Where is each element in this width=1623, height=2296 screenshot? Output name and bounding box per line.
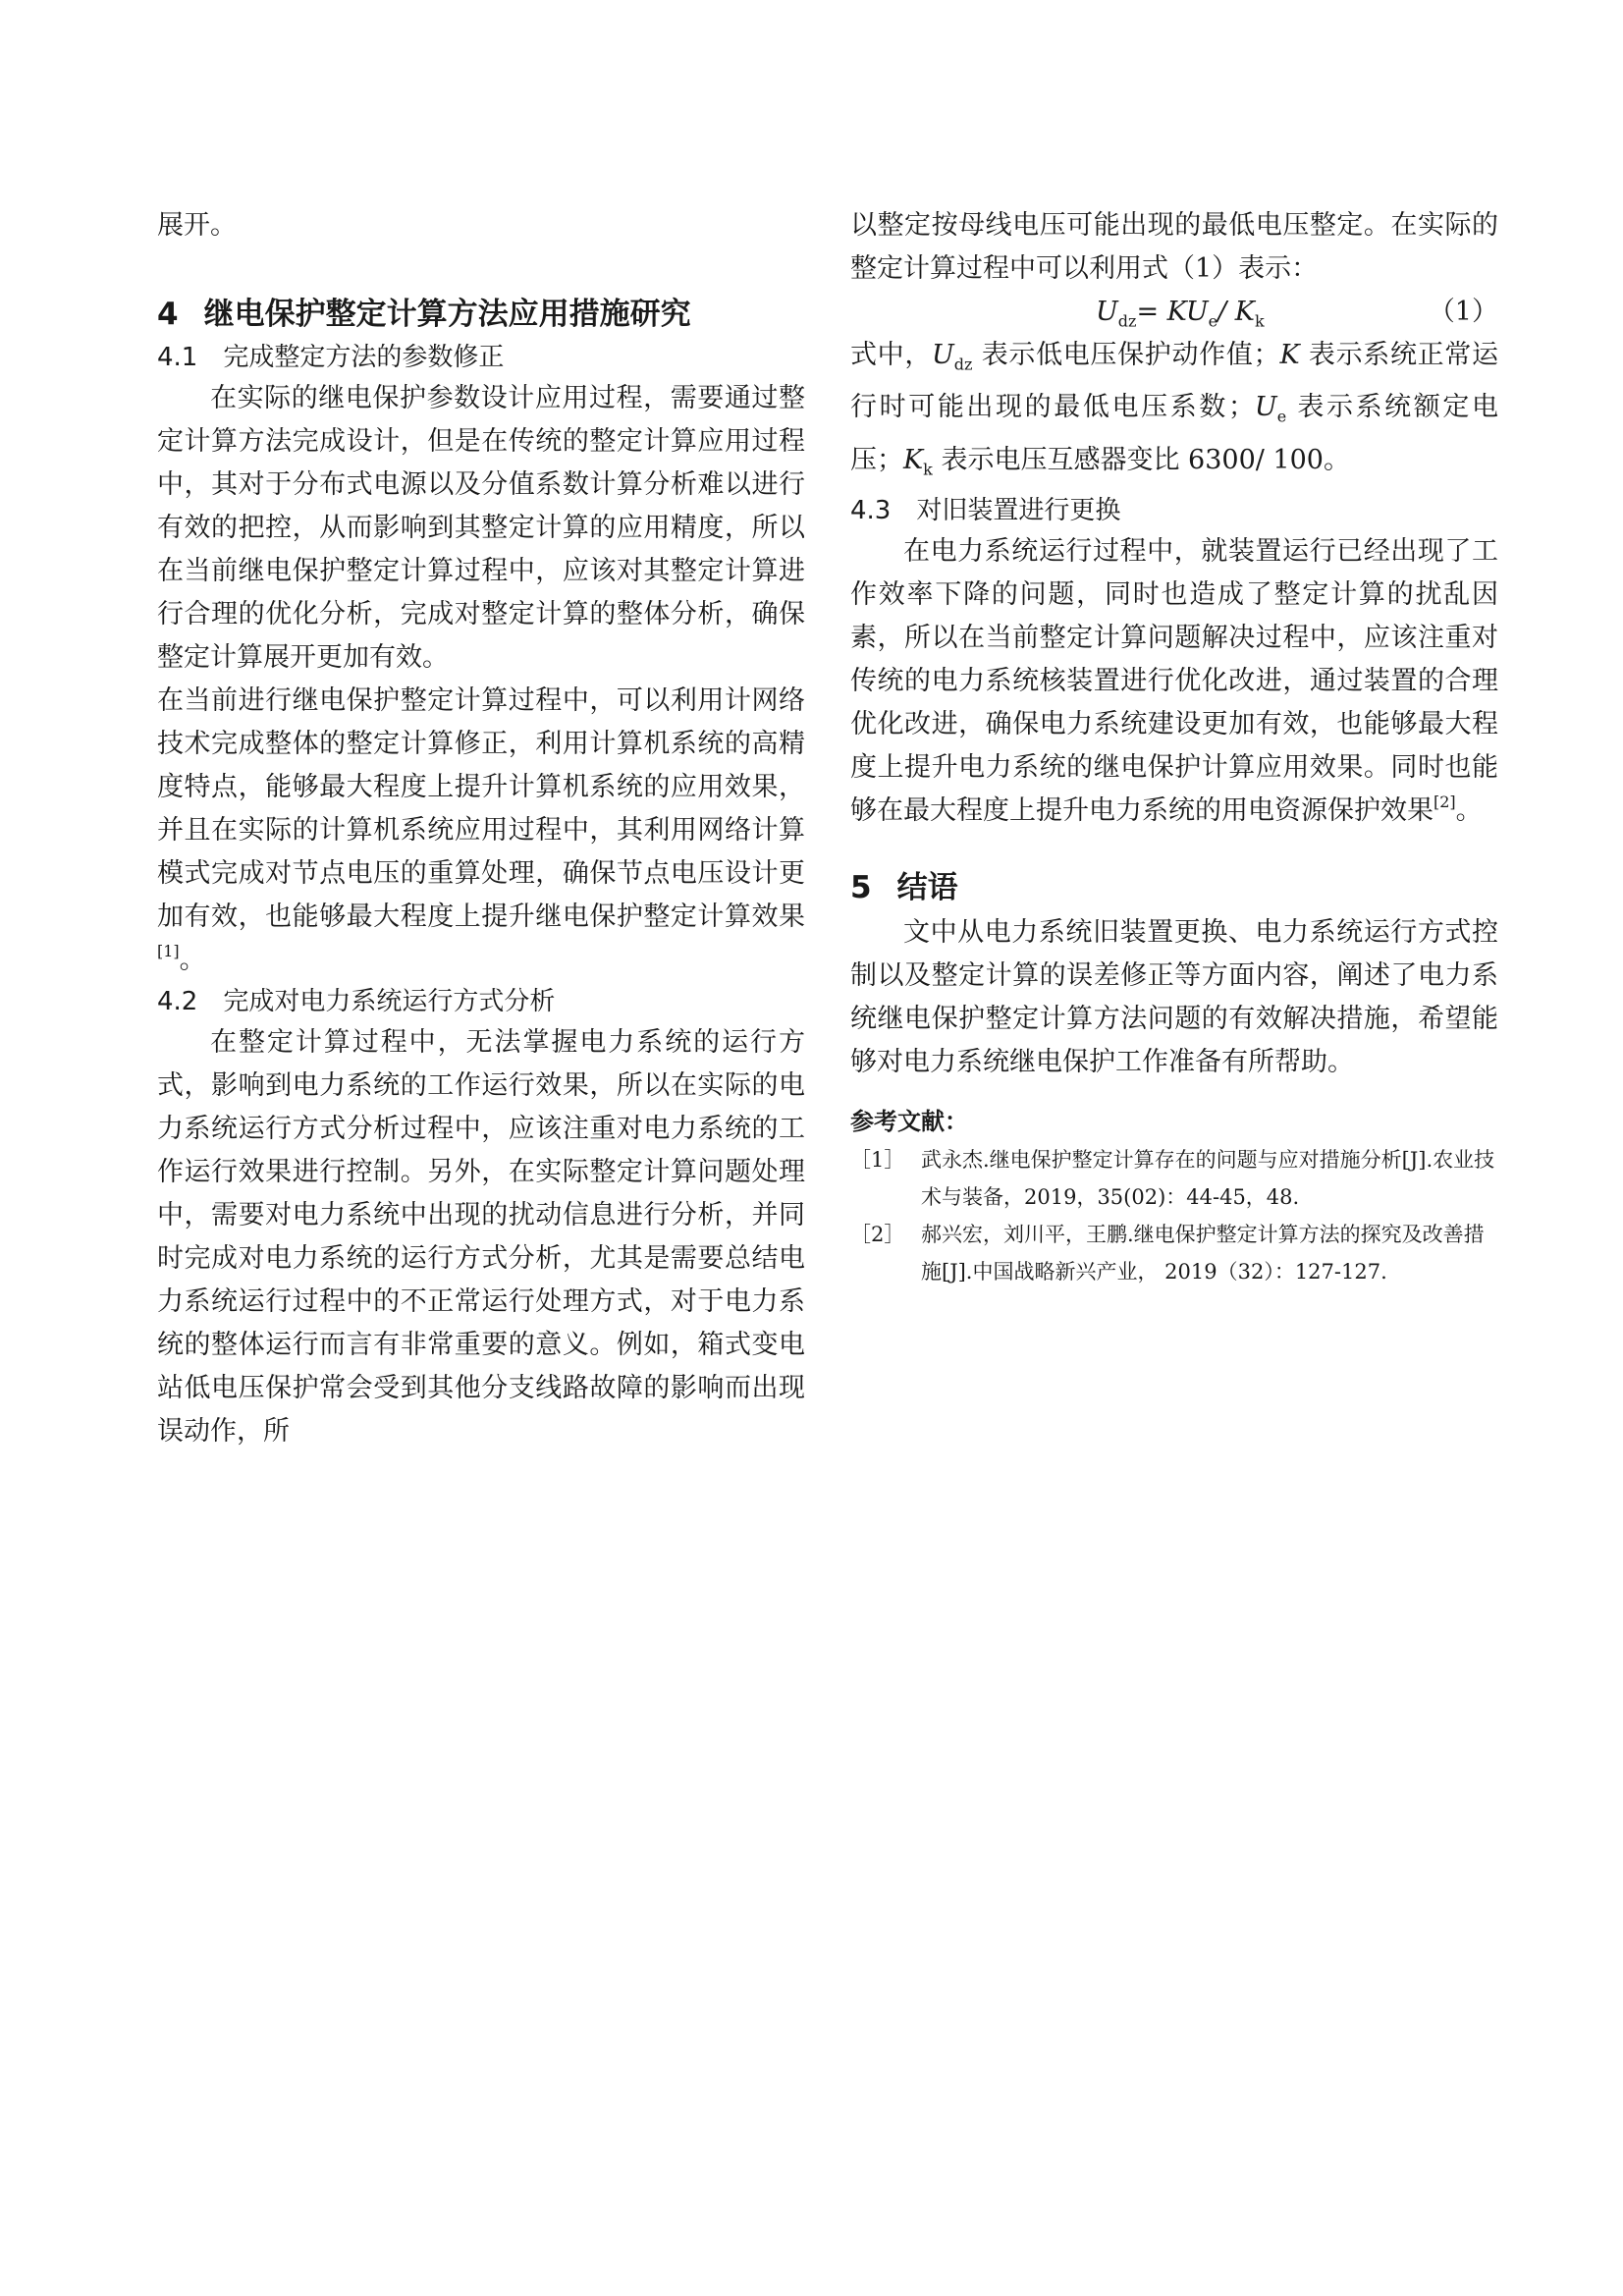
- paragraph: [850, 334, 1498, 491]
- paragraph-text: 在电力系统运行过程中，就装置运行已经出现了工作效率下降的问题，同时也造成了整定计算的扰乱因素，所以在当前整定计算问题解决过程中，应该注重对传统的电力系统核装置进行优化改进，通过装置的合理优化改进，确保电力系统建设更加有效，也能够最大程度上提升电力系统的继电保护计算应用效果。同时也能够在最大程度上提升电力系统的用电资源保护效果: [850, 536, 1498, 827]
- reference-text: 武永杰.继电保护整定计算存在的问题与应对措施分析[J].农业技术与装备，2019，35(02)：44-45，48.: [921, 1148, 1495, 1210]
- continuation-text: 以整定按母线电压可能出现的最低电压整定。在实际的整定计算过程中可以利用式（1）表示：: [850, 210, 1498, 284]
- paragraph: 在整定计算过程中，无法掌握电力系统的运行方式，影响到电力系统的工作运行效果，所以在实际的电力系统运行方式分析过程中，应该注重对电力系统的工作运行效果进行控制。另外，在实际整定计算问题处理中，需要对电力系统中出现的扰动信息进行分析，并同时完成对电力系统的运行方式分析，尤其是需要总结电力系统运行过程中的不正常运行处理方式，对于电力系统的整体运行而言有非常重要的意义。例如，箱式变电站低电压保护常会受到其他分支线路故障的影响而出现误动作，所: [157, 1027, 805, 1447]
- subsection-heading-4-3: [850, 491, 1498, 530]
- left-column: [157, 204, 805, 1453]
- right-column: [850, 204, 1498, 1290]
- variable: K: [903, 444, 924, 475]
- subsection-number: 4.3: [850, 496, 892, 526]
- equation-expression: [1096, 291, 1265, 343]
- reference-item: [850, 1141, 1498, 1216]
- paragraph: [850, 530, 1498, 833]
- paragraph: 在实际的继电保护参数设计应用过程，需要通过整定计算方法完成设计，但是在传统的整定计算应用过程中，其对于分布式电源以及分值系数计算分析难以进行有效的把控，从而影响到其整定计算的应用精度，所以在当前继电保护整定计算过程中，应该对其整定计算进行合理的优化分析，完成对整定计算的整体分析，确保整定计算展开更加有效。: [157, 383, 805, 673]
- citation: [1]: [157, 942, 180, 960]
- punctuation: 。: [1455, 795, 1483, 827]
- paragraph-text: 表示低电压保护动作值；: [972, 340, 1280, 370]
- reference-text: 郝兴宏，刘川平，王鹏.继电保护整定计算方法的探究及改善措施[J].中国战略新兴产业， 2019（32）：127-127.: [921, 1223, 1485, 1285]
- variable: U: [1254, 392, 1277, 423]
- equation-subscript: dz: [1117, 311, 1137, 331]
- continuation-text: 展开。: [157, 210, 237, 241]
- equation-symbol: =: [1136, 297, 1167, 327]
- section-number: 5: [850, 870, 872, 906]
- punctuation: 。: [179, 945, 206, 975]
- paragraph: 文中从电力系统旧装置更换、电力系统运行方式控制以及整定计算的误差修正等方面内容，阐述了电力系统继电保护整定计算方法问题的有效解决措施，希望能够对电力系统继电保护工作准备有所帮助。: [850, 917, 1498, 1078]
- equation-symbol: / K: [1217, 297, 1255, 327]
- paragraph: [157, 680, 805, 982]
- reference-tag: ［2］: [850, 1223, 905, 1247]
- equation: [850, 291, 1498, 334]
- equation-symbol: U: [1096, 297, 1118, 327]
- subsection-number: 4.1: [157, 343, 198, 372]
- variable-subscript: dz: [953, 355, 973, 374]
- section-heading-4: [157, 291, 805, 338]
- paragraph-text: 表示系统正常运行时可能出现的最低电压系数；: [850, 340, 1498, 423]
- references-heading: 参考文献：: [850, 1108, 968, 1136]
- equation-symbol: KU: [1166, 297, 1209, 327]
- paragraph-text: 表示系统额定电压；: [850, 392, 1498, 475]
- section-title: 继电保护整定计算方法应用措施研究: [203, 297, 691, 332]
- subsection-heading-4-1: [157, 338, 805, 377]
- equation-subscript: e: [1208, 311, 1218, 331]
- section-title: 结语: [896, 870, 958, 906]
- paragraph-text: 式中，: [850, 340, 933, 370]
- subsection-title: 对旧装置进行更换: [916, 496, 1121, 526]
- equation-number: （1）: [1428, 297, 1498, 327]
- variable-subscript: k: [923, 460, 933, 479]
- paragraph-text: 表示电压互感器变比 6300/ 100。: [932, 444, 1350, 475]
- subsection-number: 4.2: [157, 987, 198, 1016]
- variable-subscript: e: [1276, 407, 1287, 426]
- section-number: 4: [157, 297, 179, 332]
- variable: K: [1279, 340, 1300, 370]
- paragraph-text: 在当前进行继电保护整定计算过程中，可以利用计网络技术完成整体的整定计算修正，利用计算机系统的高精度特点，能够最大程度上提升计算机系统的应用效果，并且在实际的计算机系统应用过程中，其利用网络计算模式完成对节点电压的重算处理，确保节点电压设计更加有效，也能够最大程度上提升继电保护整定计算效果: [157, 685, 805, 932]
- reference-item: [850, 1216, 1498, 1290]
- citation: [2]: [1434, 793, 1456, 812]
- variable: U: [932, 340, 954, 370]
- subsection-title: 完成对电力系统运行方式分析: [223, 987, 556, 1016]
- section-heading-5: [850, 864, 1498, 911]
- subsection-heading-4-2: [157, 982, 805, 1021]
- equation-subscript: k: [1254, 311, 1265, 331]
- reference-tag: ［1］: [850, 1148, 905, 1173]
- subsection-title: 完成整定方法的参数修正: [223, 343, 505, 372]
